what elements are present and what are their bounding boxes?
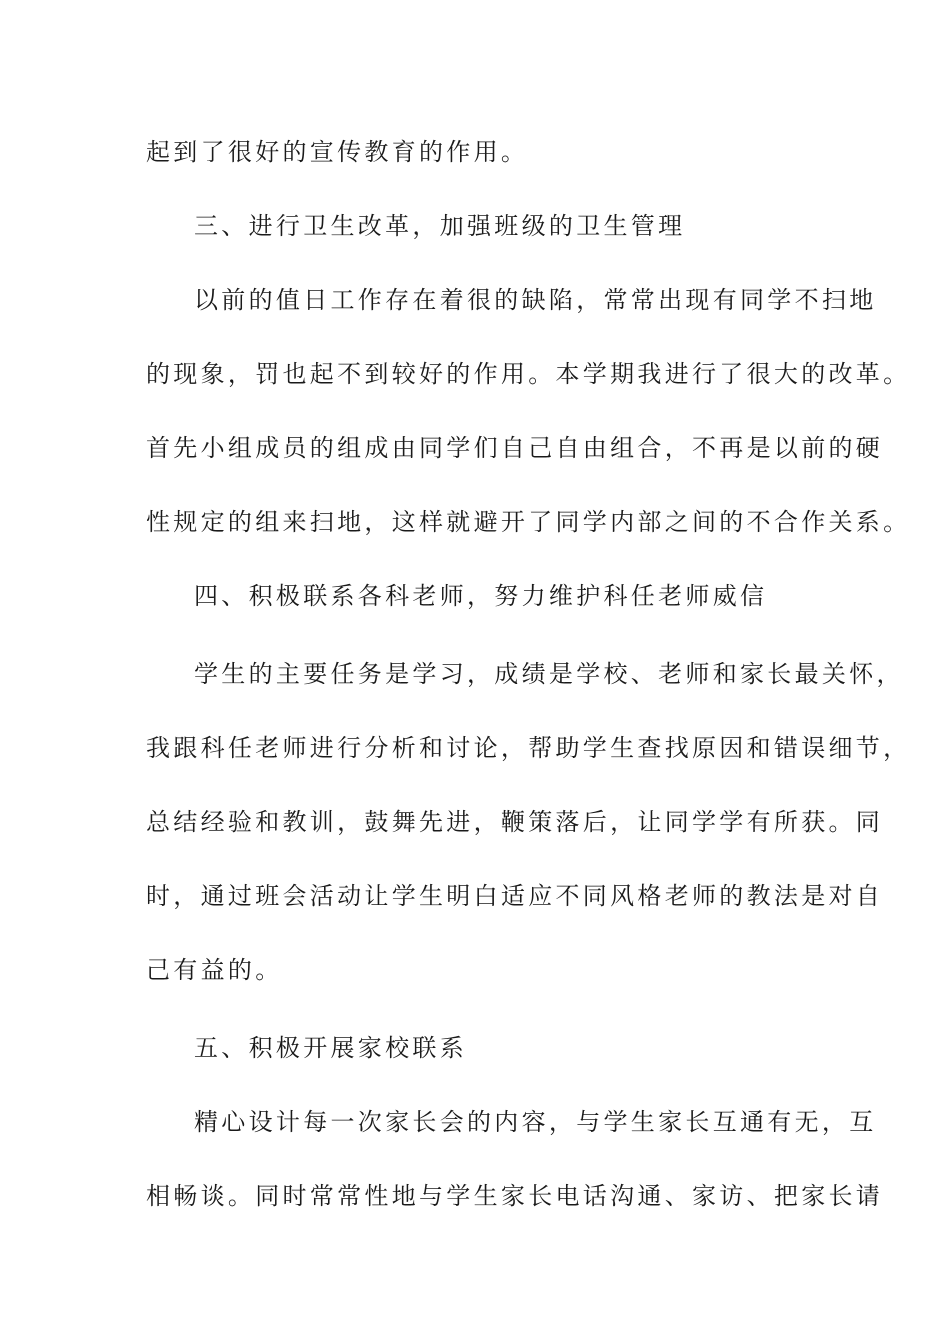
paragraph-line: 精心设计每一次家长会的内容，与学生家长互通有无，互 (194, 1108, 877, 1136)
paragraph-line: 我跟科任老师进行分析和讨论，帮助学生查找原因和错误细节， (146, 734, 911, 762)
paragraph-line: 总结经验和教训，鼓舞先进，鞭策落后，让同学学有所获。同 (146, 808, 884, 836)
paragraph-line: 首先小组成员的组成由同学们自己自由组合，不再是以前的硬 (146, 434, 884, 462)
section-heading-3: 三、进行卫生改革，加强班级的卫生管理 (194, 212, 686, 240)
paragraph-line: 的现象，罚也起不到较好的作用。本学期我进行了很大的改革。 (146, 360, 911, 388)
paragraph-line: 相畅谈。同时常常性地与学生家长电话沟通、家访、把家长请 (146, 1182, 884, 1210)
section-heading-5: 五、积极开展家校联系 (194, 1034, 467, 1062)
paragraph-line: 性规定的组来扫地，这样就避开了同学内部之间的不合作关系。 (146, 508, 911, 536)
body-text-line: 起到了很好的宣传教育的作用。 (146, 138, 529, 166)
paragraph-line: 以前的值日工作存在着很的缺陷，常常出现有同学不扫地 (194, 286, 877, 314)
paragraph-line: 己有益的。 (146, 956, 283, 984)
section-heading-4: 四、积极联系各科老师，努力维护科任老师威信 (194, 582, 768, 610)
paragraph-line: 时，通过班会活动让学生明白适应不同风格老师的教法是对自 (146, 882, 884, 910)
paragraph-line: 学生的主要任务是学习，成绩是学校、老师和家长最关怀， (194, 660, 904, 688)
